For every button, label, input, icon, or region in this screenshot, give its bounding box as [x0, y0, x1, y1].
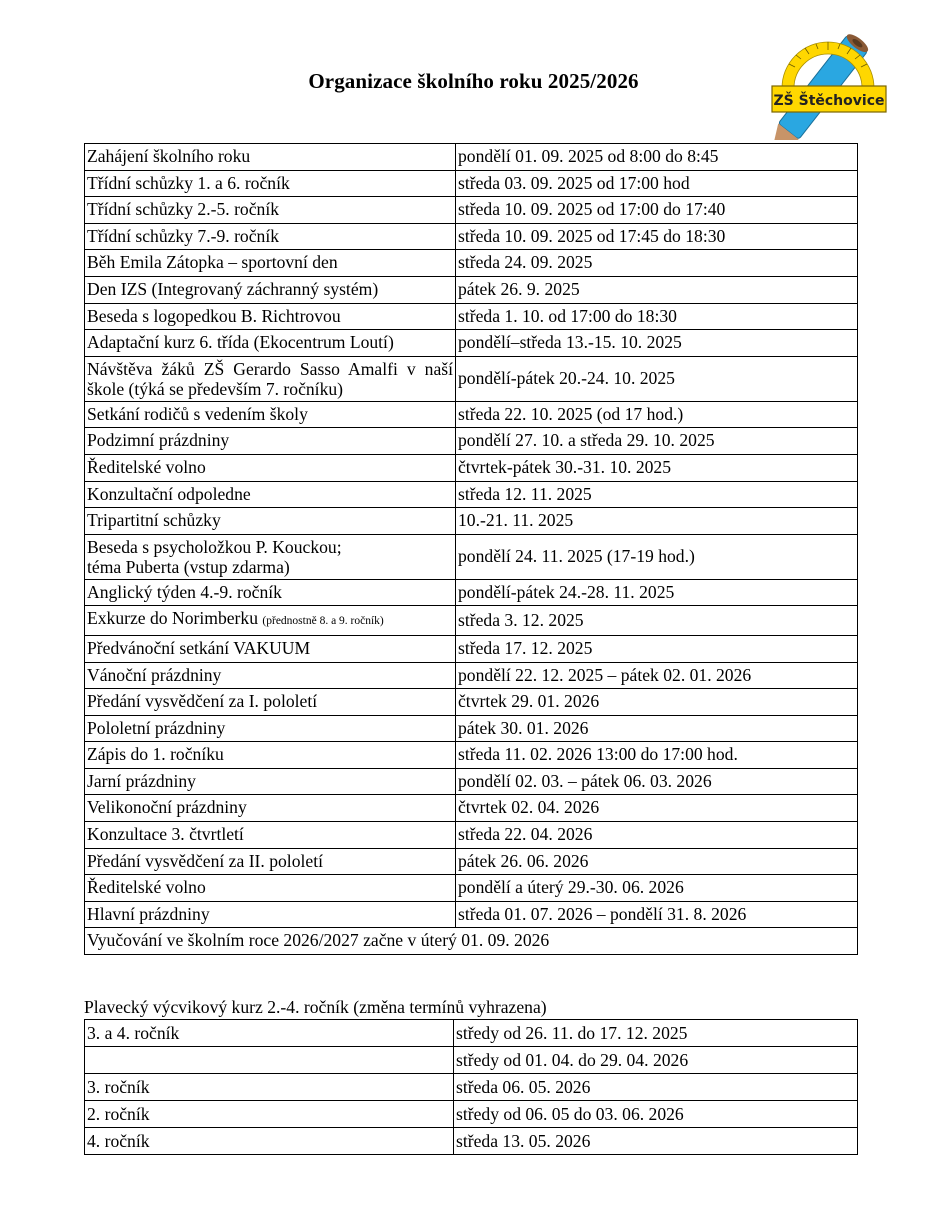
table-row: [85, 144, 858, 171]
event-name: Setkání rodičů s vedením školy: [87, 403, 308, 424]
event-note: (přednostně 8. a 9. ročník): [262, 615, 384, 628]
event-name: Velikonoční prázdniny: [87, 797, 247, 818]
table-row: [85, 875, 858, 902]
event-cell: [85, 901, 456, 928]
date-cell: pondělí-pátek 24.-28. 11. 2025: [456, 579, 858, 606]
event-line: Beseda s psycholožkou P. Kouckou;: [87, 536, 342, 557]
table-row: [85, 1128, 858, 1155]
date-cell: pondělí 22. 12. 2025 – pátek 02. 01. 2026: [456, 662, 858, 689]
date-cell: středa 3. 12. 2025: [456, 606, 858, 636]
next-year-start-cell: Vyučování ve školním roce 2026/2027 začne v úterý 01. 09. 2026: [85, 928, 858, 955]
event-name: Ředitelské volno: [87, 877, 206, 898]
date-cell: pondělí 24. 11. 2025 (17-19 hod.): [456, 534, 858, 579]
event-name: Ředitelské volno: [87, 456, 206, 477]
event-cell: [85, 795, 456, 822]
table-row: [85, 848, 858, 875]
date-cell: středa 13. 05. 2026: [454, 1128, 858, 1155]
event-name: Anglický týden 4.-9. ročník: [87, 581, 282, 602]
grade-cell: 2. ročník: [85, 1101, 454, 1128]
event-name: Podzimní prázdniny: [87, 430, 230, 451]
date-cell: čtvrtek 02. 04. 2026: [456, 795, 858, 822]
table-row: [85, 197, 858, 224]
page-title: Organizace školního roku 2025/2026: [308, 69, 639, 93]
date-cell: pondělí 27. 10. a středa 29. 10. 2025: [456, 428, 858, 455]
table-row: [85, 662, 858, 689]
event-cell: [85, 848, 456, 875]
event-cell: [85, 768, 456, 795]
table-row: [85, 428, 858, 455]
event-name: Jarní prázdniny: [87, 770, 196, 791]
date-cell: středa 01. 07. 2026 – pondělí 31. 8. 2026: [456, 901, 858, 928]
date-cell: čtvrtek-pátek 30.-31. 10. 2025: [456, 454, 858, 481]
event-cell: [85, 606, 456, 636]
event-cell: [85, 303, 456, 330]
swimming-course-table: [84, 1019, 858, 1155]
logo-text: ZŠ Štěchovice: [773, 93, 885, 109]
event-cell: [85, 534, 456, 579]
date-cell: pátek 26. 06. 2026: [456, 848, 858, 875]
event-cell: [85, 428, 456, 455]
table-row: [85, 822, 858, 849]
swimming-course-heading: Plavecký výcvikový kurz 2.-4. ročník (změna termínů vyhrazena): [84, 997, 547, 1017]
table-row: [85, 223, 858, 250]
event-name: Beseda s logopedkou B. Richtrovou: [87, 305, 341, 326]
table-row: [85, 1074, 858, 1101]
table-row: [85, 303, 858, 330]
grade-cell: 4. ročník: [85, 1128, 454, 1155]
table-row: [85, 579, 858, 606]
event-name: Pololetní prázdniny: [87, 717, 226, 738]
date-cell: pondělí-pátek 20.-24. 10. 2025: [456, 356, 858, 401]
date-cell: středa 10. 09. 2025 od 17:00 do 17:40: [456, 197, 858, 224]
date-cell: středa 1. 10. od 17:00 do 18:30: [456, 303, 858, 330]
table-row: [85, 606, 858, 636]
event-cell: [85, 635, 456, 662]
date-cell: středa 22. 04. 2026: [456, 822, 858, 849]
event-name: Vánoční prázdniny: [87, 664, 222, 685]
event-cell: [85, 481, 456, 508]
table-row: [85, 481, 858, 508]
table-row: [85, 742, 858, 769]
date-cell: pondělí–středa 13.-15. 10. 2025: [456, 330, 858, 357]
event-cell: [85, 401, 456, 428]
event-name: Exkurze do Norimberku: [87, 608, 258, 629]
date-cell: pátek 26. 9. 2025: [456, 276, 858, 303]
event-cell: [85, 454, 456, 481]
table-row: [85, 534, 858, 579]
event-cell: [85, 356, 456, 401]
table-row: [85, 901, 858, 928]
event-cell: [85, 742, 456, 769]
school-logo: [762, 12, 894, 140]
table-row: [85, 170, 858, 197]
event-cell: [85, 330, 456, 357]
event-name: Den IZS (Integrovaný záchranný systém): [87, 278, 379, 299]
event-name: Hlavní prázdniny: [87, 903, 210, 924]
date-cell: středy od 01. 04. do 29. 04. 2026: [454, 1047, 858, 1074]
date-cell: pondělí 01. 09. 2025 od 8:00 do 8:45: [456, 144, 858, 171]
date-cell: středa 10. 09. 2025 od 17:45 do 18:30: [456, 223, 858, 250]
event-cell: [85, 170, 456, 197]
date-cell: středa 17. 12. 2025: [456, 635, 858, 662]
table-row: [85, 401, 858, 428]
date-cell: středa 11. 02. 2026 13:00 do 17:00 hod.: [456, 742, 858, 769]
table-row: [85, 689, 858, 716]
date-cell: středa 03. 09. 2025 od 17:00 hod: [456, 170, 858, 197]
date-cell: 10.-21. 11. 2025: [456, 508, 858, 535]
event-cell: [85, 715, 456, 742]
event-cell: [85, 822, 456, 849]
date-cell: středy od 26. 11. do 17. 12. 2025: [454, 1020, 858, 1047]
event-name: Předvánoční setkání VAKUUM: [87, 637, 311, 658]
school-year-schedule-table: [84, 143, 858, 955]
table-row: [85, 635, 858, 662]
table-row: [85, 250, 858, 277]
event-line: téma Puberta (vstup zdarma): [87, 556, 290, 577]
event-name: Zápis do 1. ročníku: [87, 744, 224, 765]
event-cell: [85, 875, 456, 902]
table-row: [85, 795, 858, 822]
date-cell: pondělí 02. 03. – pátek 06. 03. 2026: [456, 768, 858, 795]
school-logo-pencil-protractor-icon: [762, 12, 894, 140]
event-cell: [85, 223, 456, 250]
event-cell: [85, 689, 456, 716]
table-row: [85, 356, 858, 401]
event-cell: [85, 662, 456, 689]
table-row: [85, 768, 858, 795]
event-name: Třídní schůzky 1. a 6. ročník: [87, 172, 290, 193]
grade-cell: 3. a 4. ročník: [85, 1020, 454, 1047]
event-name: Návštěva žáků ZŠ Gerardo Sasso Amalfi v naší škole (týká se především 7. ročníku): [87, 358, 453, 399]
table-row: [85, 276, 858, 303]
event-name: Tripartitní schůzky: [87, 510, 221, 531]
grade-cell: [85, 1047, 454, 1074]
table-row: [85, 1020, 858, 1047]
date-cell: pátek 30. 01. 2026: [456, 715, 858, 742]
event-cell: [85, 276, 456, 303]
event-cell: [85, 197, 456, 224]
table-row: [85, 715, 858, 742]
event-name: Třídní schůzky 7.-9. ročník: [87, 225, 280, 246]
table-row: [85, 330, 858, 357]
event-name: Adaptační kurz 6. třída (Ekocentrum Loutí): [87, 332, 394, 353]
event-name: Běh Emila Zátopka – sportovní den: [87, 252, 338, 273]
date-cell: pondělí a úterý 29.-30. 06. 2026: [456, 875, 858, 902]
date-cell: středa 24. 09. 2025: [456, 250, 858, 277]
event-name: Konzultace 3. čtvrtletí: [87, 824, 244, 845]
event-cell: [85, 250, 456, 277]
event-name: Zahájení školního roku: [87, 146, 251, 166]
date-cell: čtvrtek 29. 01. 2026: [456, 689, 858, 716]
event-name: Předání vysvědčení za II. pololetí: [87, 850, 323, 871]
date-cell: středa 12. 11. 2025: [456, 481, 858, 508]
date-cell: středy od 06. 05 do 03. 06. 2026: [454, 1101, 858, 1128]
event-cell: [85, 144, 456, 171]
event-cell: [85, 508, 456, 535]
date-cell: středa 22. 10. 2025 (od 17 hod.): [456, 401, 858, 428]
table-row: [85, 1047, 858, 1074]
table-row: [85, 1101, 858, 1128]
event-name: Předání vysvědčení za I. pololetí: [87, 691, 318, 712]
date-cell: středa 06. 05. 2026: [454, 1074, 858, 1101]
event-name: Konzultační odpoledne: [87, 483, 251, 504]
table-row-next-year-start: [85, 928, 858, 955]
event-name: Třídní schůzky 2.-5. ročník: [87, 199, 280, 220]
table-row: [85, 508, 858, 535]
table-row: [85, 454, 858, 481]
event-cell: [85, 579, 456, 606]
grade-cell: 3. ročník: [85, 1074, 454, 1101]
